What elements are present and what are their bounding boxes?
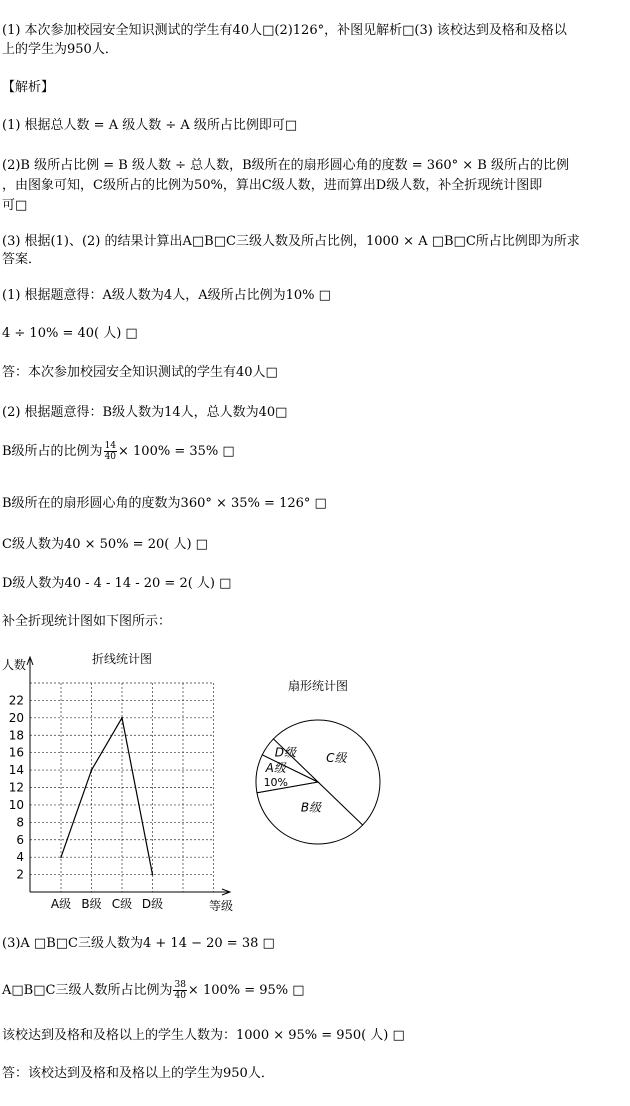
answer-line-1: (1) 本次参加校园安全知识测试的学生有40人□(2)126°，补图见解析□(3) 该校达到及格和及格以	[2, 23, 567, 38]
x-tick-label: C级	[111, 897, 133, 911]
analysis-step-2b: ，由图象可知，C级所占的比例为50%，算出C级人数，进而算出D级人数，补全折现统计图即	[2, 178, 543, 193]
line-chart	[0, 645, 245, 915]
y-tick-label: 6	[16, 832, 24, 847]
solution-1b: 4 ÷ 10% = 40( 人) □	[2, 326, 138, 341]
fraction-denominator: 40	[174, 991, 186, 1001]
answer-line-2: 上的学生为950人．	[2, 42, 118, 57]
x-tick-label: A级	[50, 897, 72, 911]
solution-3c: 该校达到及格和及格以上的学生人数为：1000 × 95% = 950( 人) □	[2, 1028, 405, 1043]
solution-2a: (2) 根据题意得：B级人数为14人，总人数为40□	[2, 405, 288, 420]
fraction-38-40	[173, 980, 186, 1001]
fraction-numerator: 38	[174, 980, 186, 990]
analysis-step-3b: 答案．	[2, 252, 42, 267]
y-tick-label: 12	[8, 780, 24, 795]
x-tick-label: B级	[81, 897, 102, 911]
y-tick-label: 18	[8, 728, 24, 743]
solution-3d: 答：该校达到及格和及格以上的学生为950人．	[2, 1066, 274, 1081]
pie-slice-label: B级	[300, 800, 322, 815]
y-tick-label: 4	[16, 850, 24, 865]
series-line	[61, 718, 153, 875]
y-tick-label: 2	[16, 867, 24, 882]
x-tick-label: D级	[141, 897, 164, 911]
fraction-14-40	[104, 441, 117, 462]
pie-slice-value-label: 10%	[263, 775, 289, 789]
line-chart-xlabel: 等级	[209, 899, 234, 913]
analysis-step-1: (1) 根据总人数 = A 级人数 ÷ A 级所占比例即可□	[2, 118, 298, 133]
y-tick-label: 16	[8, 745, 24, 760]
fraction-denominator: 40	[104, 452, 117, 462]
fraction-suffix: × 100% = 35% □	[118, 444, 235, 459]
pie-slice-label: C级	[326, 750, 347, 765]
y-tick-label: 8	[16, 815, 24, 830]
line-chart-ylabel: 人数	[2, 658, 27, 672]
analysis-step-2c: 可□	[2, 198, 28, 213]
y-tick-label: 14	[8, 763, 24, 778]
analysis-step-3a: (3) 根据(1)、(2) 的结果计算出A□B□C三级人数及所占比例，1000 × A □B□C所占比例即为所求	[2, 234, 580, 249]
data-point	[91, 769, 93, 771]
solution-2b	[2, 441, 235, 462]
solution-3a: (3)A □B□C三级人数为4 + 14 − 20 = 38 □	[2, 936, 275, 951]
solution-1a: (1) 根据题意得：A级人数为4人，A级所占比例为10% □	[2, 288, 331, 303]
y-tick-label: 20	[8, 710, 24, 725]
solution-2f: 补全折现统计图如下图所示：	[2, 614, 172, 629]
fraction-suffix: × 100% = 95% □	[187, 983, 305, 998]
solution-2c: B级所在的扇形圆心角的度数为360° × 35% = 126° □	[2, 496, 327, 511]
fraction-prefix: A□B□C三级人数所占比例为	[2, 983, 173, 998]
solution-1c: 答：本次参加校园安全知识测试的学生有40人□	[2, 365, 278, 380]
pie-slice-label: D级	[274, 745, 297, 760]
line-chart-title: 折线统计图	[91, 652, 153, 666]
solution-2d: C级人数为40 × 50% = 20( 人) □	[2, 537, 208, 552]
data-point	[152, 874, 154, 876]
data-point	[121, 717, 123, 719]
analysis-step-2a: (2)B 级所占比例 = B 级人数 ÷ 总人数，B级所在的扇形圆心角的度数 = 360° × B 级所占的比例	[2, 158, 569, 173]
pie-slice-label: A级	[265, 760, 286, 775]
y-tick-label: 22	[8, 693, 24, 708]
pie-chart-title: 扇形统计图	[287, 679, 349, 693]
fraction-prefix: B级所占的比例为	[2, 444, 103, 459]
y-tick-label: 10	[8, 797, 24, 812]
pie-chart	[248, 675, 388, 845]
solution-3b	[2, 980, 305, 1001]
solution-2e: D级人数为40 - 4 - 14 - 20 = 2( 人) □	[2, 576, 232, 591]
analysis-heading: 【解析】	[2, 80, 55, 95]
fraction-numerator: 14	[104, 441, 117, 451]
data-point	[60, 856, 62, 858]
